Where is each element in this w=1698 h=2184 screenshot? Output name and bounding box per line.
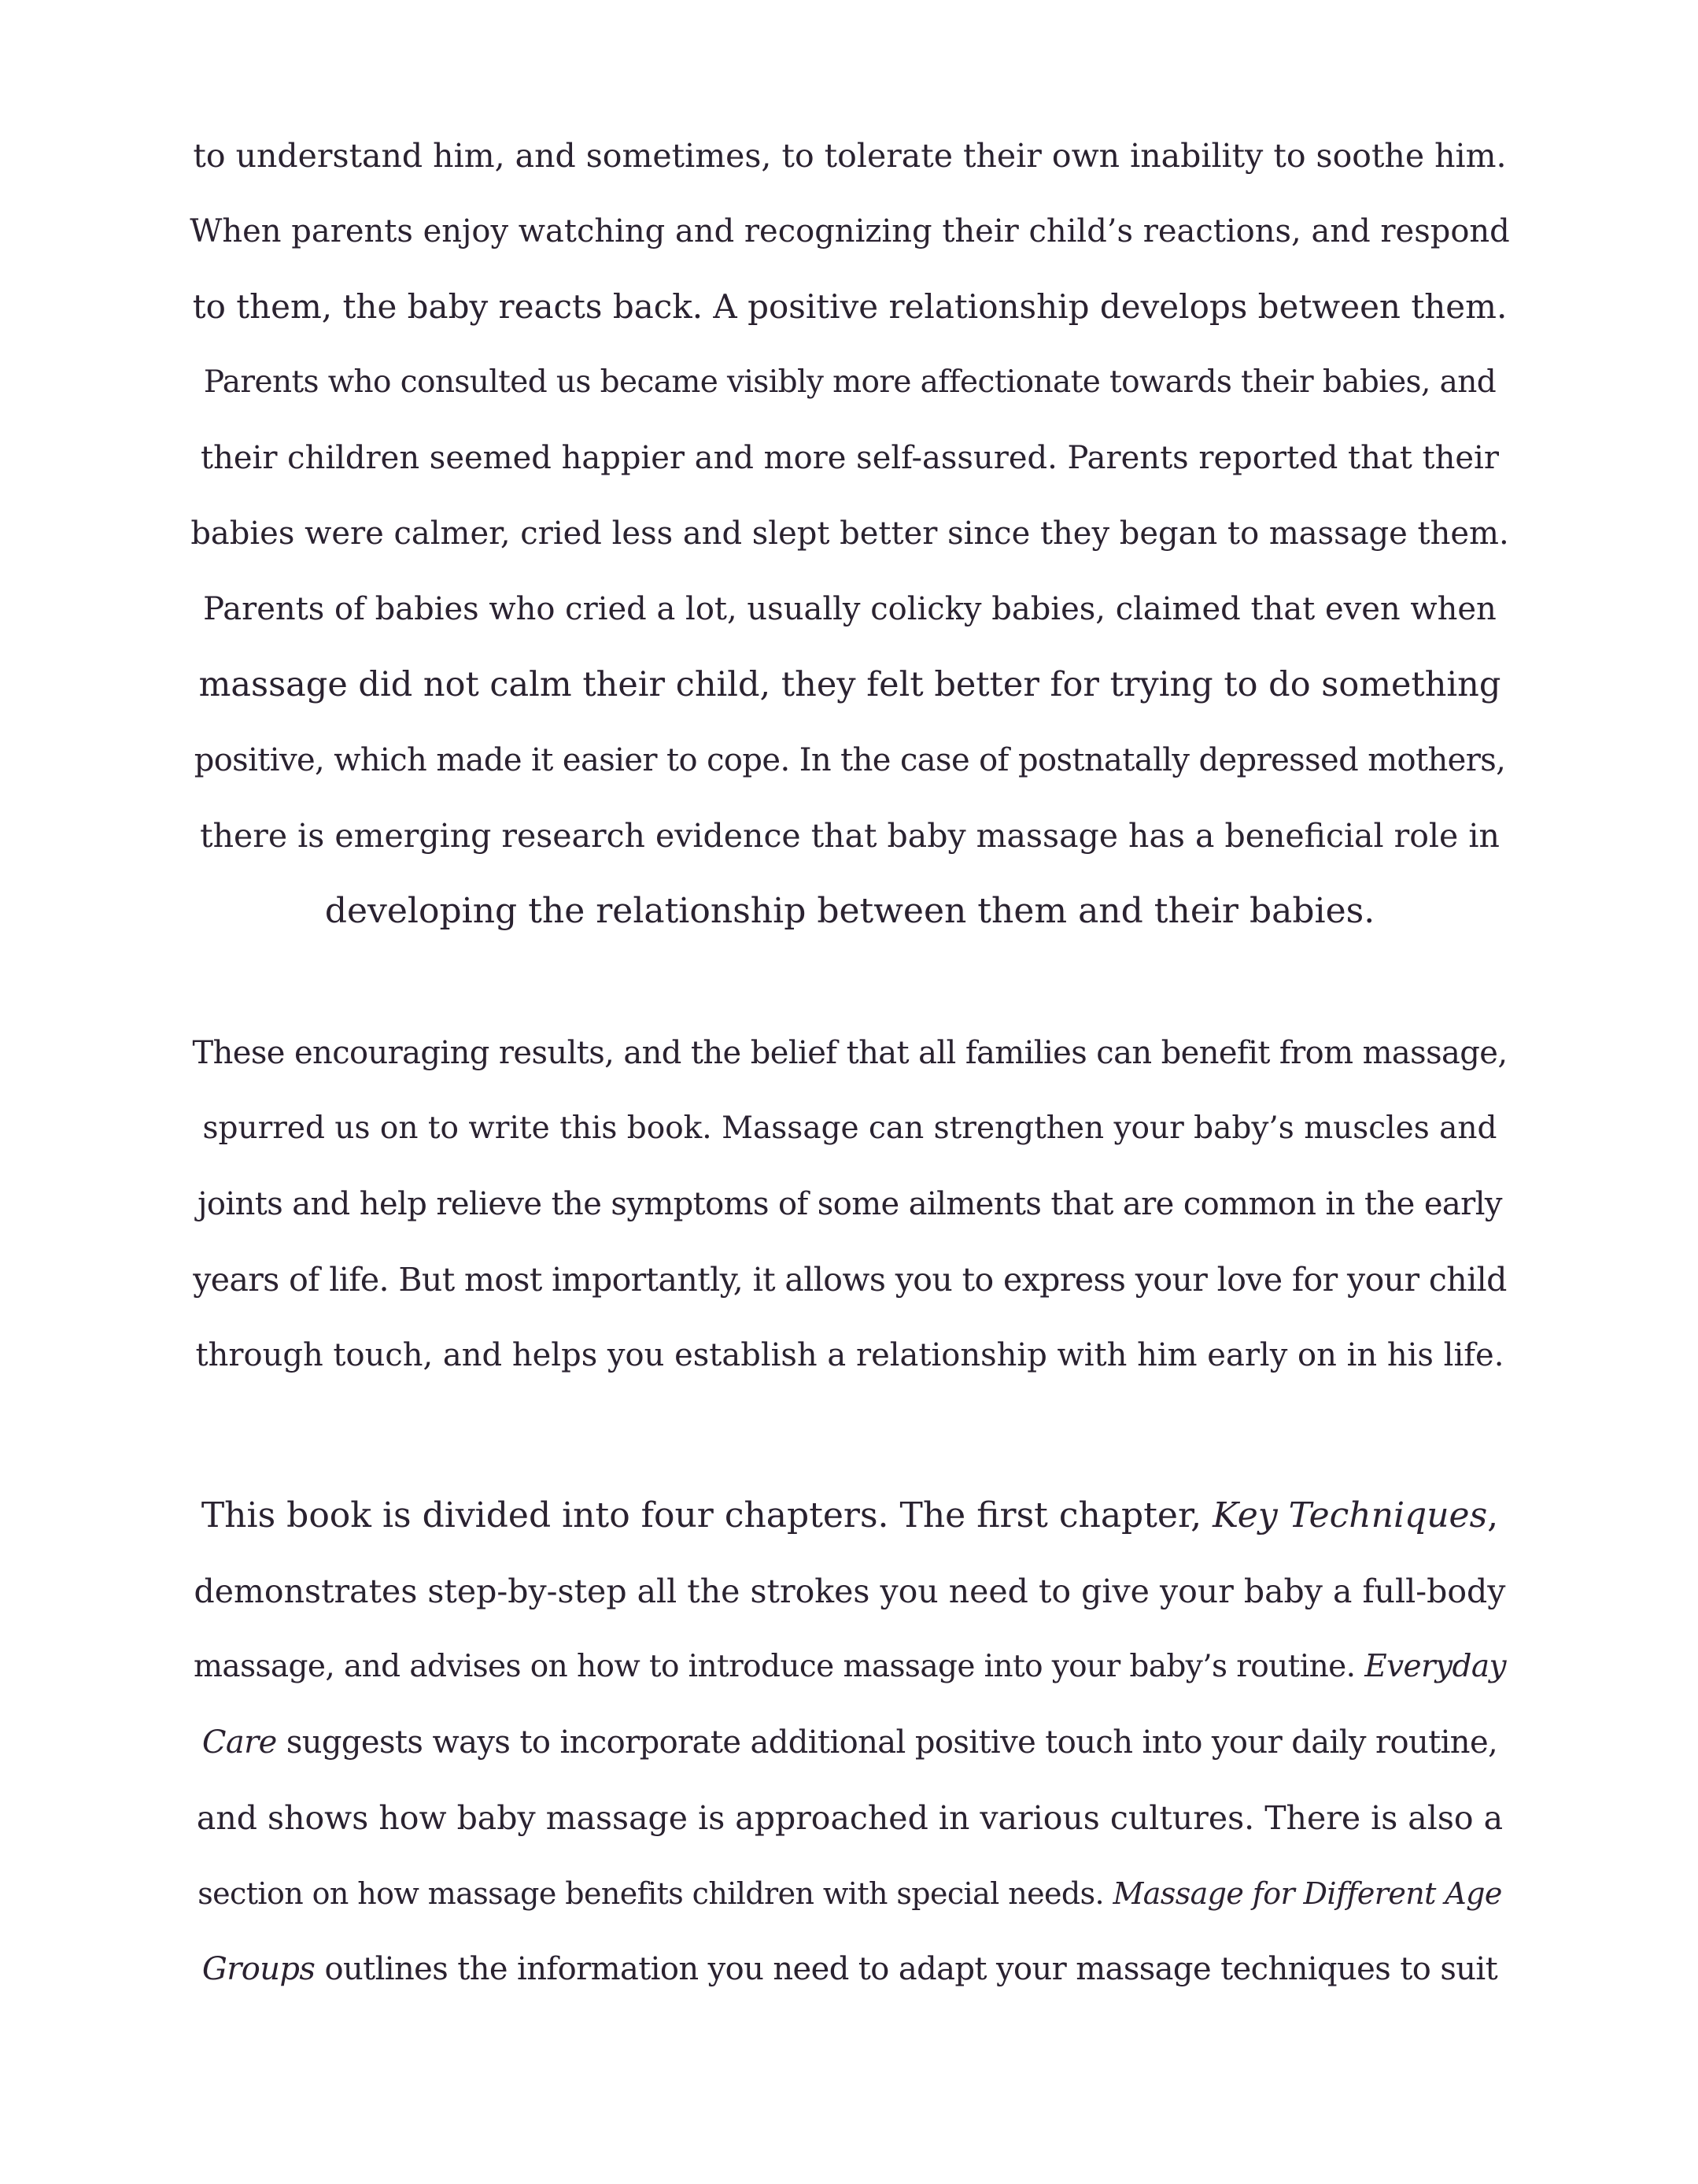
text-run: section on how massage benefits children with special needs.: [197, 1876, 1113, 1911]
paragraph-encouraging-results: [189, 1015, 1511, 1393]
text-line: there is emerging research evidence that baby massage has a beneficial role in: [200, 817, 1500, 855]
text-run: massage, and advises on how to introduce massage into your baby’s routine.: [194, 1649, 1365, 1684]
text-line: to understand him, and sometimes, to tolerate their own inability to soothe him.: [193, 137, 1507, 175]
text-line: spurred us on to write this book. Massage can strengthen your baby’s muscles and: [202, 1110, 1497, 1146]
text-line: massage did not calm their child, they felt better for trying to do something: [198, 665, 1501, 704]
text-line: [189, 1554, 1511, 1629]
text-run: outlines the information you need to adapt your massage techniques to suit: [315, 1951, 1498, 1987]
chapter-title-italic: Everyday: [1364, 1649, 1506, 1684]
text-line: their children seemed happier and more self-assured. Parents reported that their: [201, 440, 1499, 476]
text-line: positive, which made it easier to cope. In the case of postnatally depressed mothers,: [194, 742, 1506, 778]
text-line: [189, 1629, 1511, 1705]
text-line: These encouraging results, and the belief that all families can benefit from massage,: [192, 1035, 1508, 1071]
text-line: Parents who consulted us became visibly more affectionate towards their babies, and: [203, 364, 1497, 400]
text-line: [189, 1780, 1511, 1856]
chapter-title-italic: Massage for Different Age: [1113, 1876, 1502, 1911]
paragraph-postnatal-benefits: [189, 118, 1511, 949]
text-line: [189, 1478, 1511, 1554]
text-run: suggests ways to incorporate additional positive touch into your daily routine,: [276, 1724, 1498, 1761]
text-line: babies were calmer, cried less and slept better since they began to massage them.: [190, 516, 1509, 552]
text-line: [189, 1705, 1511, 1780]
chapter-title-italic: Groups: [201, 1951, 316, 1987]
text-run: ,: [1487, 1495, 1499, 1535]
text-run: This book is divided into four chapters. The first chapter,: [201, 1495, 1213, 1535]
text-line: developing the relationship between them and their babies.: [324, 891, 1375, 931]
text-line: [189, 1856, 1511, 1931]
text-line: to them, the baby reacts back. A positive relationship develops between them.: [192, 287, 1508, 326]
text-run: demonstrates step-by-step all the strokes you need to give your baby a full-body: [194, 1572, 1506, 1610]
text-line: [189, 1931, 1511, 2007]
text-line: When parents enjoy watching and recognizing their child’s reactions, and respond: [190, 213, 1510, 249]
chapter-title-italic: Care: [201, 1724, 277, 1761]
paragraph-book-chapters: [189, 1478, 1511, 2007]
text-line: Parents of babies who cried a lot, usually colicky babies, claimed that even when: [203, 591, 1497, 627]
text-line: through touch, and helps you establish a relationship with him early on in his life.: [195, 1337, 1504, 1373]
text-run: and shows how baby massage is approached in various cultures. There is also a: [196, 1799, 1504, 1837]
text-line: years of life. But most importantly, it allows you to express your love for your child: [193, 1261, 1507, 1299]
chapter-title-italic: Key Techniques: [1213, 1495, 1488, 1535]
text-line: joints and help relieve the symptoms of some ailments that are common in the early: [197, 1186, 1502, 1222]
